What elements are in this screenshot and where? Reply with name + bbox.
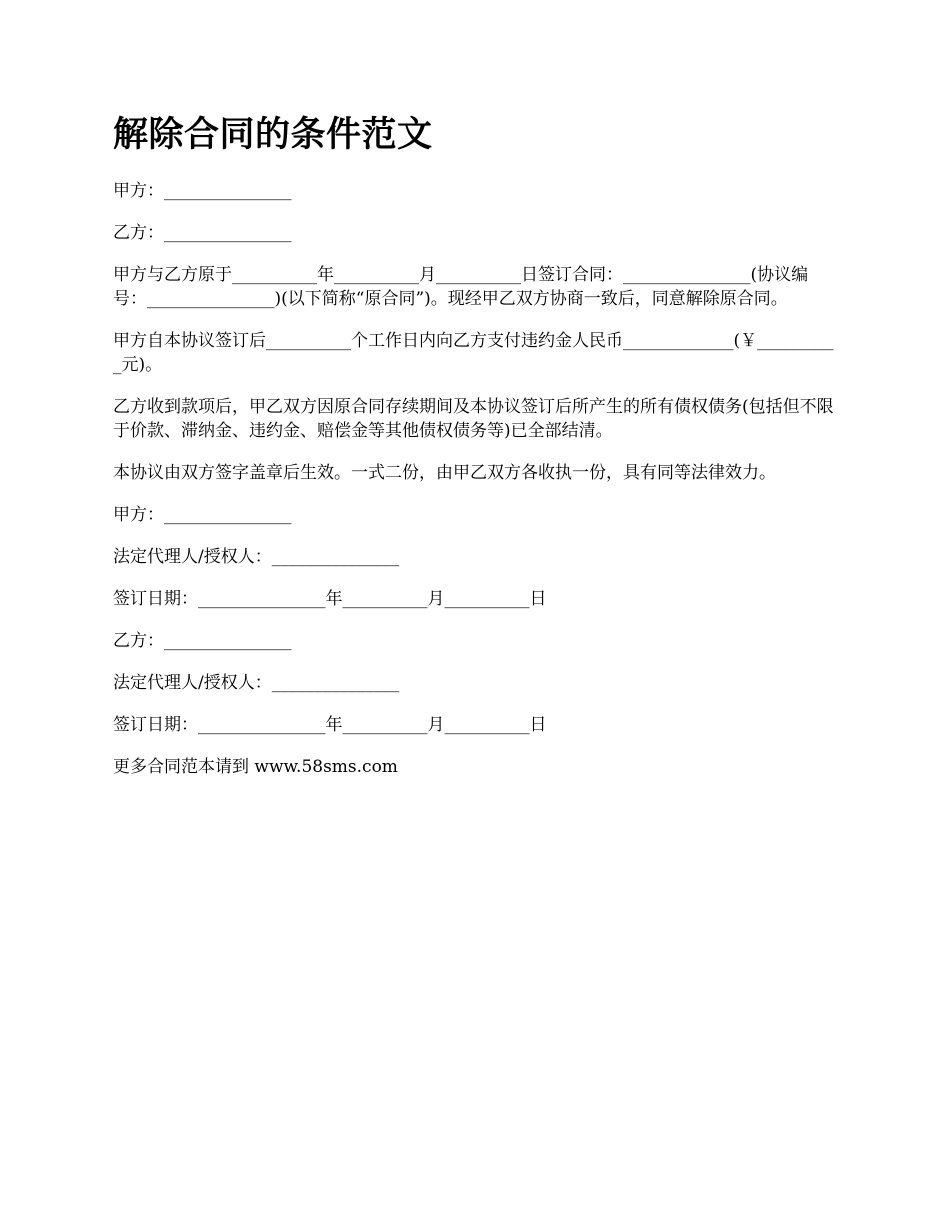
settlement-clause: 乙方收到款项后，甲乙双方因原合同存续期间及本协议签订后所产生的所有债权债务(包括但不限于价款、滞纳金、违约金、赔偿金等其他债权债务等)已全部结清。: [113, 397, 834, 441]
party-a-line: 甲方：_______________: [113, 181, 292, 201]
document-page: [113, 112, 837, 797]
signature-party-a: 甲方：_______________: [113, 505, 292, 525]
footer-link-text: 更多合同范本请到 www.58sms.com: [113, 757, 398, 777]
party-b-line: 乙方：_______________: [113, 223, 292, 243]
signature-party-b: 乙方：_______________: [113, 631, 292, 651]
signature-date-a: 签订日期：_______________年__________月__________日: [113, 589, 547, 609]
penalty-payment-clause: 甲方自本协议签订后__________个工作日内向乙方支付违约金人民币_____________(￥__________元)。: [113, 331, 834, 375]
document-title: 解除合同的条件范文: [113, 115, 433, 155]
signature-agent-b: 法定代理人/授权人：_______________: [113, 673, 400, 693]
signature-agent-a: 法定代理人/授权人：_______________: [113, 547, 400, 567]
effectiveness-clause: 本协议由双方签字盖章后生效。一式二份，由甲乙双方各收执一份，具有同等法律效力。: [113, 463, 776, 483]
original-contract-clause: 甲方与乙方原于__________年__________月__________日签订合同：_______________(协议编号：_______________)(以下简称“原合同”)。现经甲乙双方协商一致后，同意解除原合同。: [113, 265, 809, 309]
signature-date-b: 签订日期：_______________年__________月__________日: [113, 715, 547, 735]
